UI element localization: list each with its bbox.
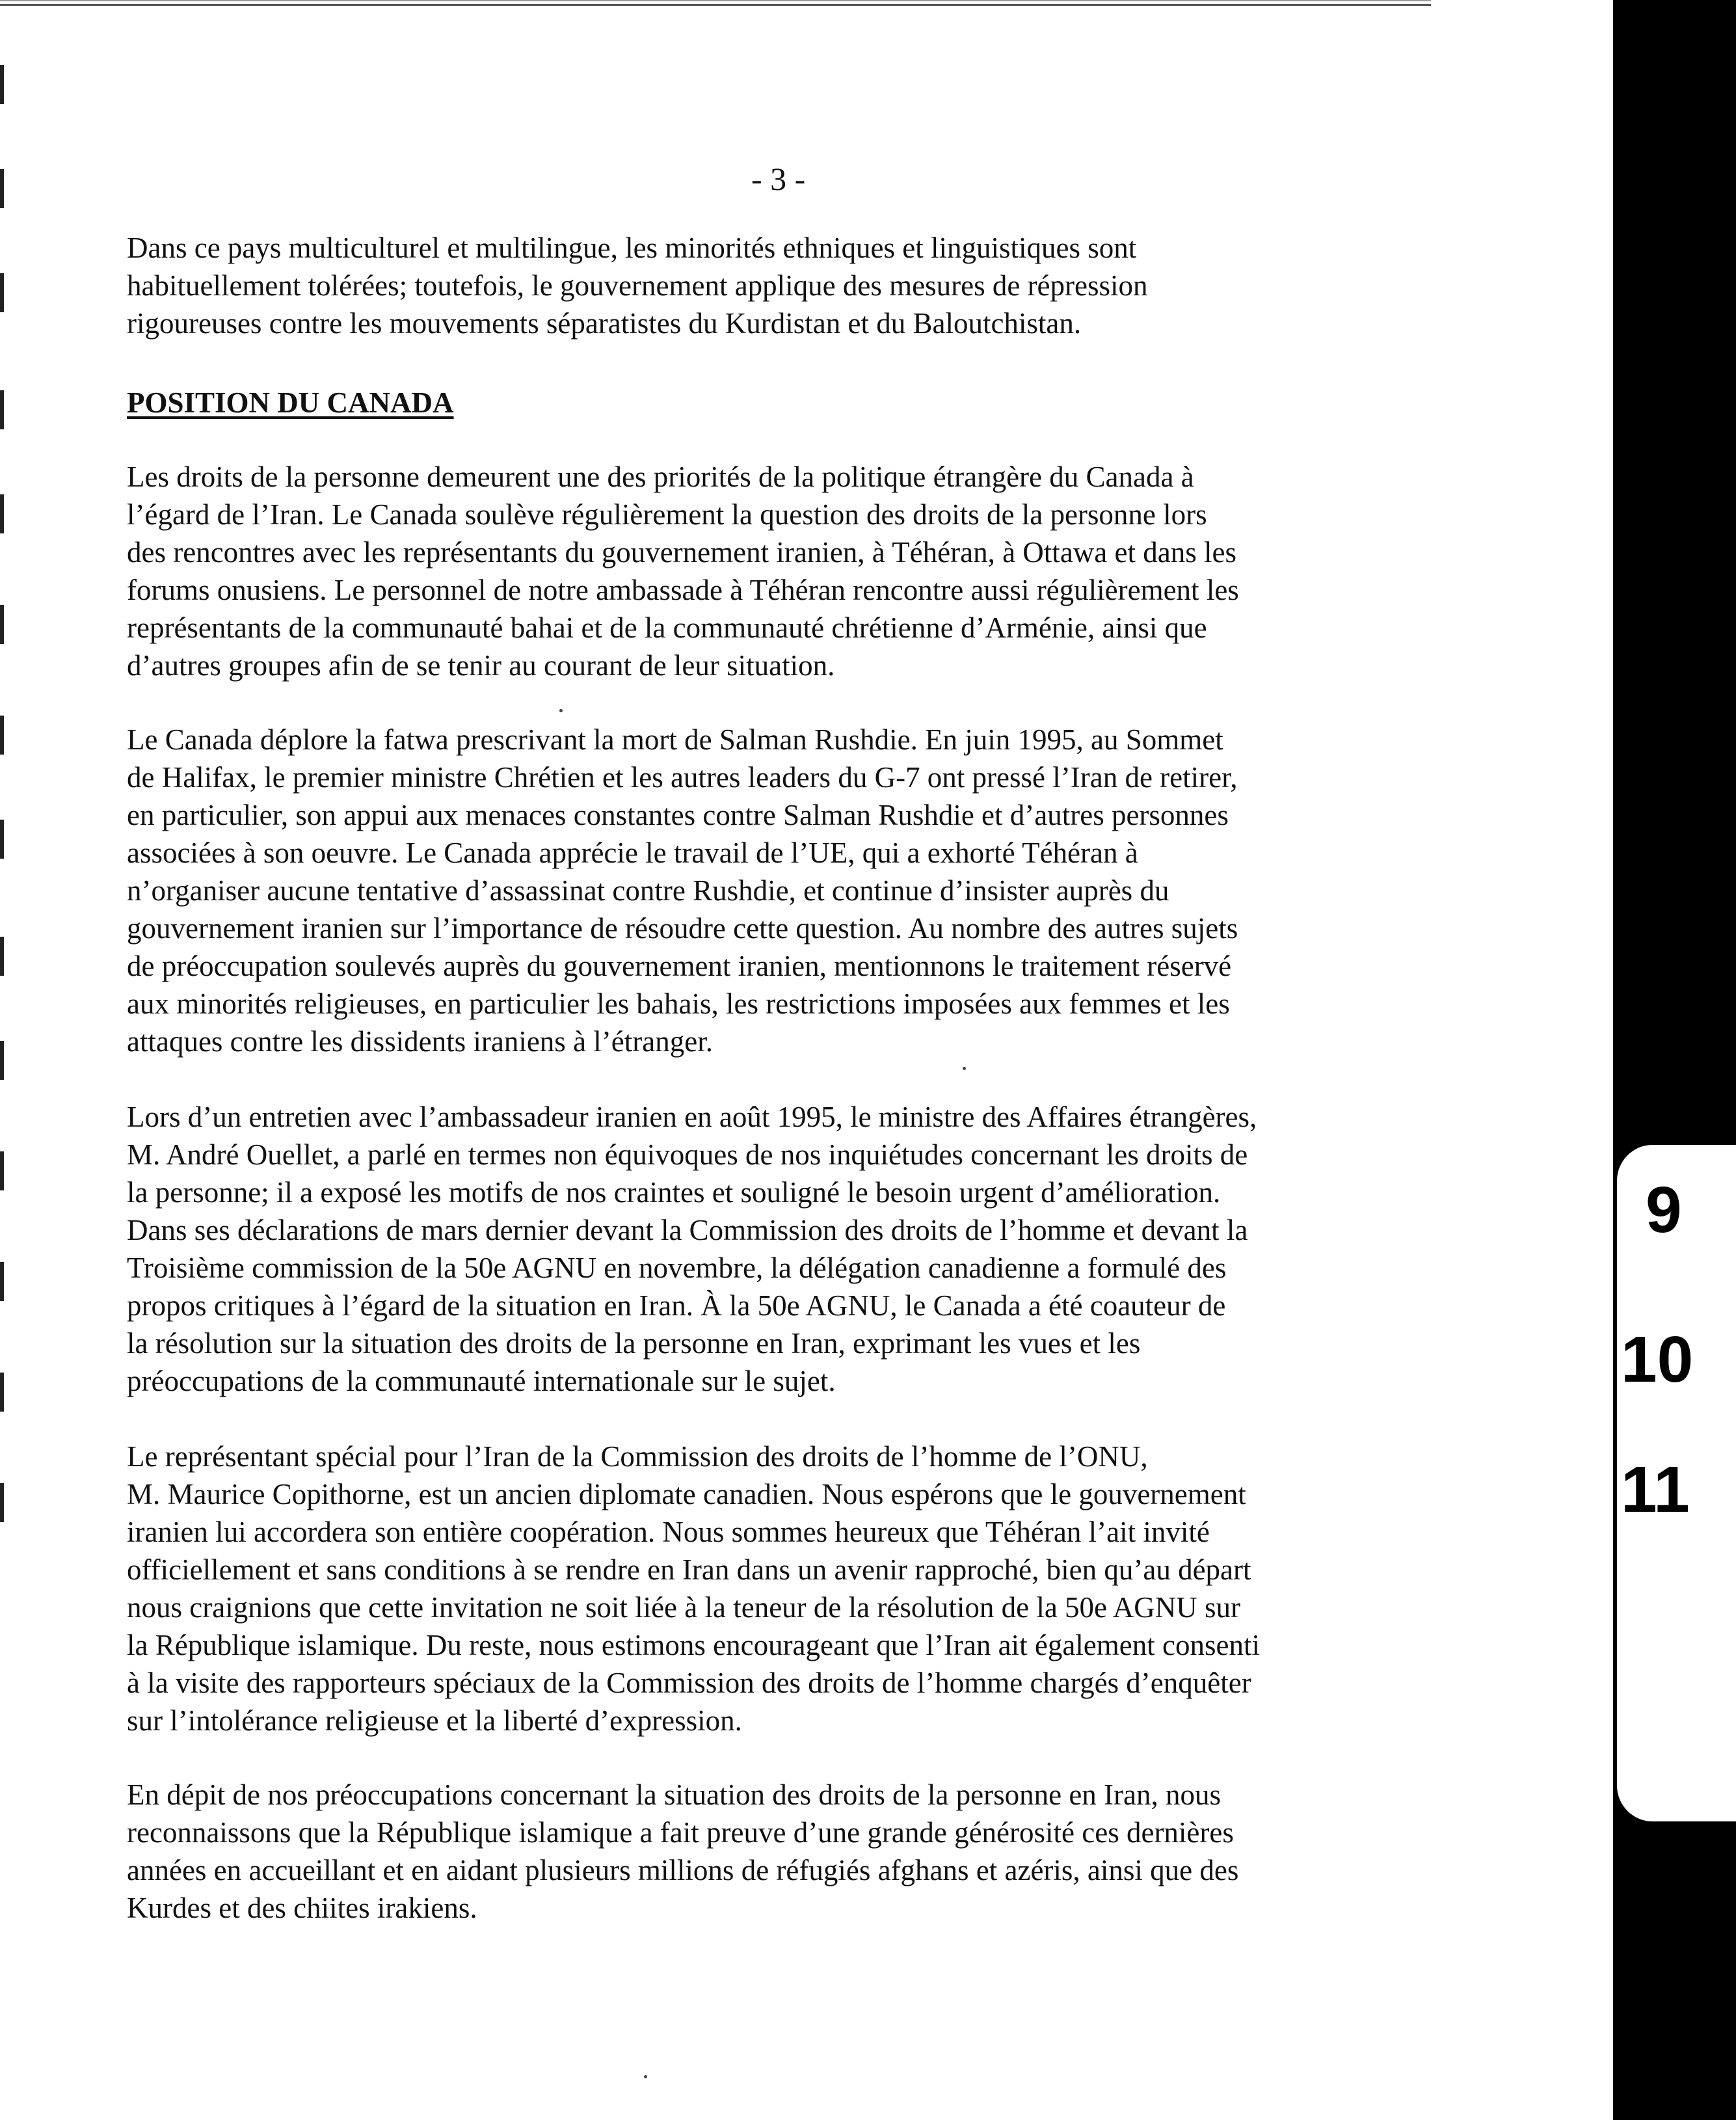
paragraph-special-representative bbox=[127, 1438, 1467, 1739]
text-line: M. Maurice Copithorne, est un ancien diplomate canadien. Nous espérons que le gouvernement bbox=[127, 1478, 1246, 1510]
text-line: Kurdes et des chiites irakiens. bbox=[127, 1892, 477, 1924]
text-line: forums onusiens. Le personnel de notre ambassade à Téhéran rencontre aussi régulièrement les bbox=[127, 574, 1239, 606]
text-line: habituellement tolérées; toutefois, le gouvernement applique des mesures de répression bbox=[127, 269, 1148, 302]
tab-number-11: 11 bbox=[1621, 1453, 1690, 1526]
scan-speck bbox=[644, 2075, 647, 2078]
text-line: rigoureuses contre les mouvements séparatistes du Kurdistan et du Baloutchistan. bbox=[127, 307, 1082, 340]
margin-mark bbox=[0, 716, 4, 755]
text-line: l’égard de l’Iran. Le Canada soulève régulièrement la question des droits de la personne lors bbox=[127, 498, 1207, 531]
text-line: En dépit de nos préoccupations concernant la situation des droits de la personne en Iran, nous bbox=[127, 1778, 1222, 1811]
scan-speck bbox=[963, 1067, 966, 1070]
text-line: officiellement et sans conditions à se rendre en Iran dans un avenir rapproché, bien qu’au départ bbox=[127, 1553, 1251, 1586]
text-line: reconnaissons que la République islamique a fait preuve d’une grande générosité ces dernières bbox=[127, 1816, 1234, 1849]
margin-mark bbox=[0, 390, 4, 429]
margin-mark bbox=[0, 273, 4, 312]
tab-number-9: 9 bbox=[1646, 1174, 1682, 1246]
text-line: Le représentant spécial pour l’Iran de la Commission des droits de l’homme de l’ONU, bbox=[127, 1440, 1148, 1473]
paragraph-ambassador-meeting bbox=[127, 1098, 1467, 1400]
text-line: la résolution sur la situation des droits de la personne en Iran, exprimant les vues et les bbox=[127, 1327, 1141, 1360]
margin-mark bbox=[0, 494, 4, 533]
text-line: préoccupations de la communauté internationale sur le sujet. bbox=[127, 1365, 836, 1397]
paragraph-minorities bbox=[127, 229, 1467, 342]
scan-edge-line bbox=[0, 4, 1431, 6]
scan-edge-line bbox=[0, 0, 1431, 1]
text-line: à la visite des rapporteurs spéciaux de la Commission des droits de l’homme chargés d’enquêter bbox=[127, 1667, 1251, 1699]
scan-speck bbox=[559, 709, 563, 712]
text-line: Dans ses déclarations de mars dernier devant la Commission des droits de l’homme et devant la bbox=[127, 1214, 1248, 1246]
text-line: propos critiques à l’égard de la situation en Iran. À la 50e AGNU, le Canada a été coauteur de bbox=[127, 1289, 1226, 1322]
text-line: M. André Ouellet, a parlé en termes non équivoques de nos inquiétudes concernant les droits de bbox=[127, 1138, 1248, 1171]
text-line: Dans ce pays multiculturel et multilingue, les minorités ethniques et linguistiques sont bbox=[127, 232, 1137, 264]
paragraph-refugees bbox=[127, 1776, 1467, 1927]
margin-mark bbox=[0, 1151, 4, 1190]
text-line: Lors d’un entretien avec l’ambassadeur iranien en août 1995, le ministre des Affaires étrangères, bbox=[127, 1101, 1257, 1133]
margin-mark bbox=[0, 605, 4, 644]
text-line: Troisième commission de la 50e AGNU en novembre, la délégation canadienne a formulé des bbox=[127, 1252, 1227, 1284]
text-line: d’autres groupes afin de se tenir au courant de leur situation. bbox=[127, 649, 835, 682]
margin-mark bbox=[0, 65, 4, 104]
text-line: années en accueillant et en aidant plusieurs millions de réfugiés afghans et azéris, ainsi que des bbox=[127, 1854, 1239, 1886]
text-line: attaques contre les dissidents iraniens à l’étranger. bbox=[127, 1025, 713, 1058]
section-heading: POSITION DU CANADA bbox=[127, 386, 454, 419]
margin-mark bbox=[0, 1483, 4, 1522]
paragraph-human-rights-priority bbox=[127, 458, 1467, 684]
text-line: nous craignions que cette invitation ne soit liée à la teneur de la résolution de la 50e AGNU sur bbox=[127, 1591, 1241, 1624]
text-line: des rencontres avec les représentants du gouvernement iranien, à Téhéran, à Ottawa et dans les bbox=[127, 536, 1236, 569]
text-line: la République islamique. Du reste, nous estimons encourageant que l’Iran ait également consenti bbox=[127, 1629, 1260, 1661]
margin-mark bbox=[0, 1041, 4, 1080]
text-line: Les droits de la personne demeurent une des priorités de la politique étrangère du Canada à bbox=[127, 461, 1194, 493]
text-line: gouvernement iranien sur l’importance de résoudre cette question. Au nombre des autres sujets bbox=[127, 912, 1238, 945]
text-line: de préoccupation soulevés auprès du gouvernement iranien, mentionnons le traitement réservé bbox=[127, 950, 1232, 982]
text-line: iranien lui accordera son entière coopération. Nous sommes heureux que Téhéran l’ait invité bbox=[127, 1516, 1210, 1548]
text-line: sur l’intolérance religieuse et la liberté d’expression. bbox=[127, 1704, 742, 1737]
paragraph-fatwa bbox=[127, 721, 1467, 1060]
margin-mark bbox=[0, 1373, 4, 1412]
text-line: associées à son oeuvre. Le Canada apprécie le travail de l’UE, qui a exhorté Téhéran à bbox=[127, 837, 1138, 869]
margin-mark bbox=[0, 820, 4, 859]
text-line: Le Canada déplore la fatwa prescrivant la mort de Salman Rushdie. En juin 1995, au Sommet bbox=[127, 723, 1223, 756]
tab-number-10: 10 bbox=[1621, 1323, 1694, 1396]
text-line: représentants de la communauté bahai et de la communauté chrétienne d’Arménie, ainsi que bbox=[127, 611, 1207, 644]
text-line: n’organiser aucune tentative d’assassinat contre Rushdie, et continue d’insister auprès du bbox=[127, 874, 1169, 907]
text-line: de Halifax, le premier ministre Chrétien et les autres leaders du G-7 ont pressé l’Iran de retirer, bbox=[127, 761, 1238, 794]
text-line: la personne; il a exposé les motifs de nos craintes et souligné le besoin urgent d’amélioration. bbox=[127, 1176, 1221, 1209]
margin-mark bbox=[0, 1262, 4, 1301]
text-line: en particulier, son appui aux menaces constantes contre Salman Rushdie et d’autres personnes bbox=[127, 799, 1229, 831]
page-number: - 3 - bbox=[751, 161, 806, 197]
margin-mark bbox=[0, 169, 4, 208]
margin-mark bbox=[0, 937, 4, 976]
text-line: aux minorités religieuses, en particulier les bahais, les restrictions imposées aux femmes et les bbox=[127, 987, 1230, 1020]
